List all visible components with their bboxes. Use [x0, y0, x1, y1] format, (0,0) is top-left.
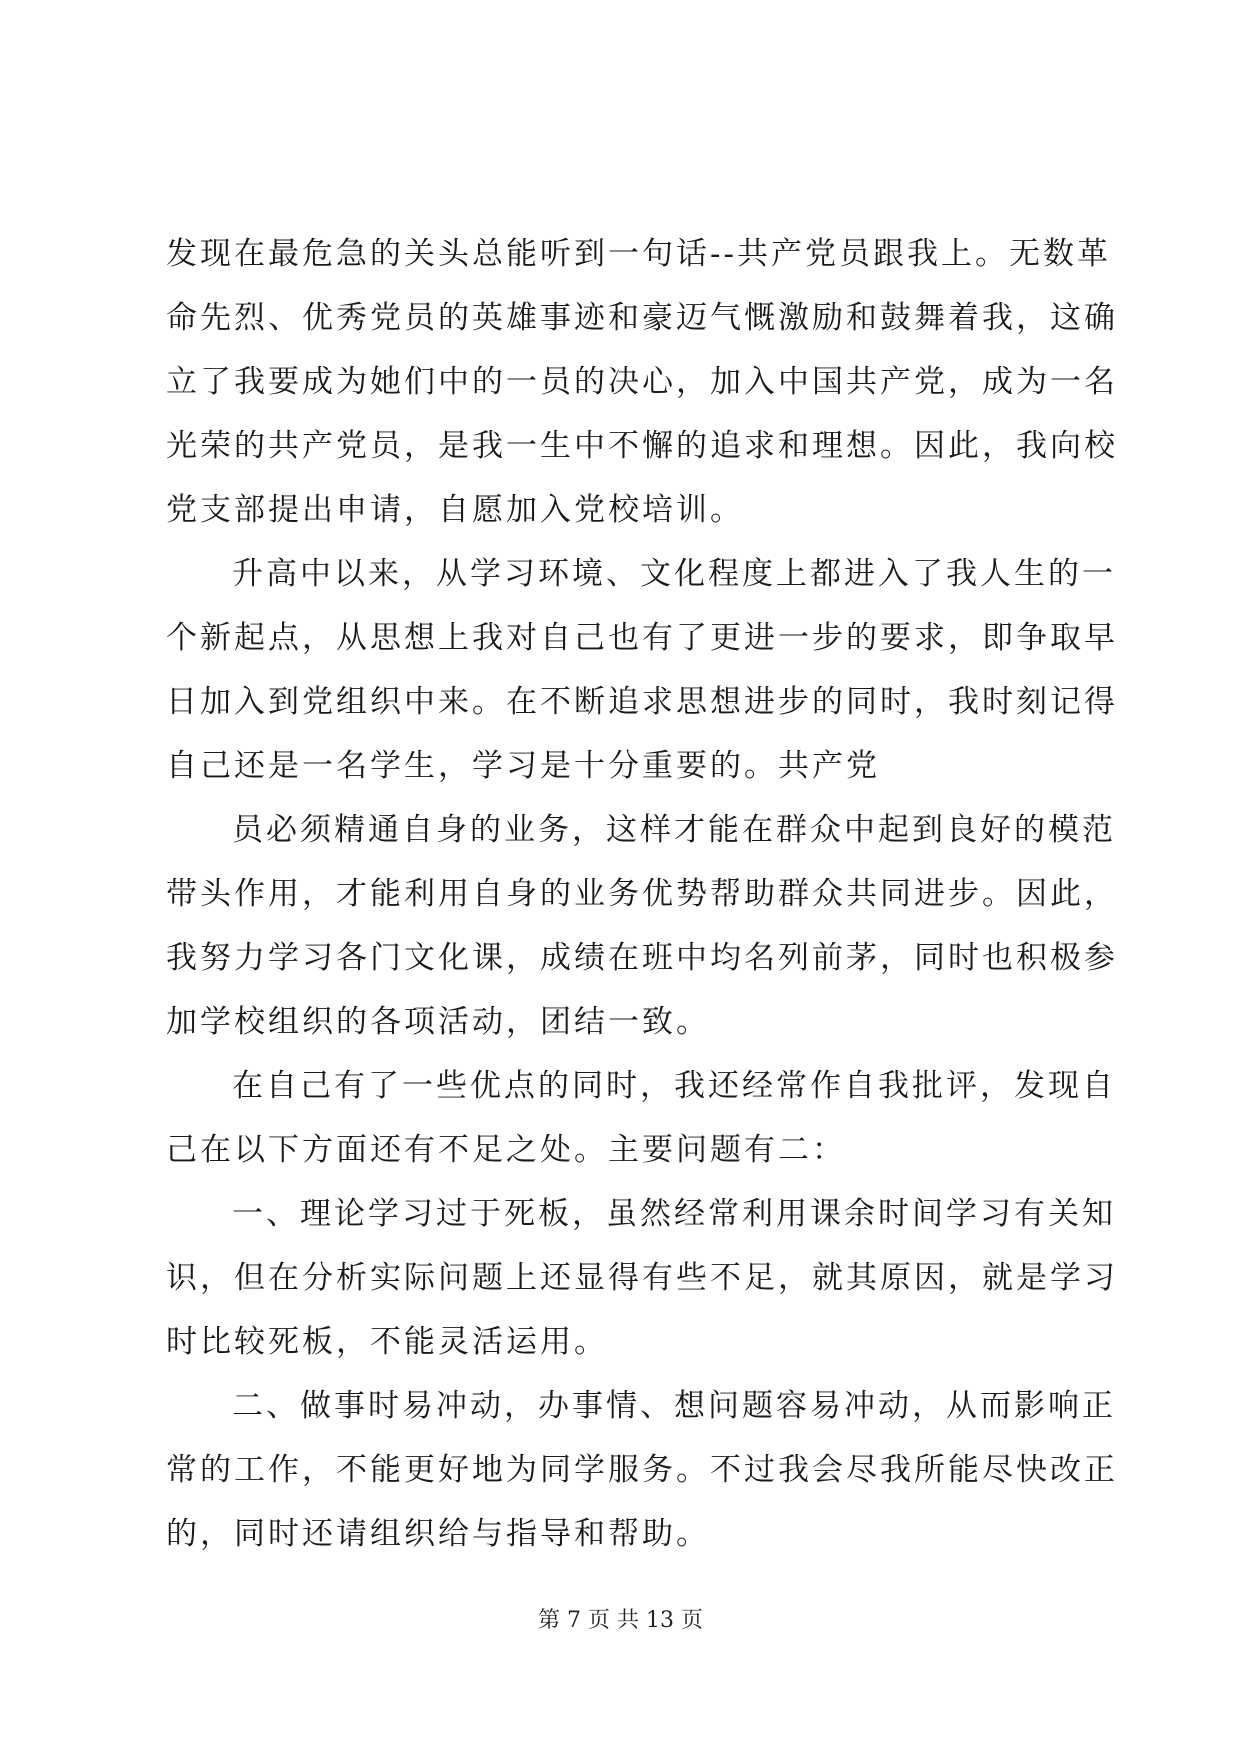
paragraph-start-line: 在自己有了一些优点的同时，我还经常作自我批评，发现自 — [232, 1068, 1116, 1104]
text-line: 发现在最危急的关头总能听到一句话--共产党员跟我上。无数革 — [166, 236, 1111, 272]
text-line: 带头作用，才能利用自身的业务优势帮助群众共同进步。因此， — [166, 876, 1118, 912]
page-number-footer: 第 7 页 共 13 页 — [538, 1608, 703, 1633]
paragraph-start-line: 升高中以来，从学习环境、文化程度上都进入了我人生的一 — [232, 556, 1116, 592]
text-line: 自己还是一名学生，学习是十分重要的。共产党 — [166, 748, 880, 784]
text-line: 加学校组织的各项活动，团结一致。 — [166, 1004, 710, 1040]
text-line: 个新起点，从思想上我对自己也有了更进一步的要求，即争取早 — [166, 620, 1118, 656]
paragraph-start-line: 员必须精通自身的业务，这样才能在群众中起到良好的模范 — [232, 812, 1116, 848]
text-line: 我努力学习各门文化课，成绩在班中均名列前茅，同时也积极参 — [166, 940, 1118, 976]
paragraph-start-line: 一、理论学习过于死板，虽然经常利用课余时间学习有关知 — [232, 1196, 1116, 1232]
text-line: 常的工作，不能更好地为同学服务。不过我会尽我所能尽快改正 — [166, 1452, 1118, 1488]
document-body — [166, 222, 1118, 1566]
text-line: 立了我要成为她们中的一员的决心，加入中国共产党，成为一名 — [166, 364, 1118, 400]
text-line: 日加入到党组织中来。在不断追求思想进步的同时，我时刻记得 — [166, 684, 1118, 720]
text-line: 党支部提出申请，自愿加入党校培训。 — [166, 492, 744, 528]
text-line: 识，但在分析实际问题上还显得有些不足，就其原因，就是学习 — [166, 1260, 1118, 1296]
paragraph-start-line: 二、做事时易冲动，办事情、想问题容易冲动，从而影响正 — [232, 1388, 1116, 1424]
text-line: 时比较死板，不能灵活运用。 — [166, 1324, 608, 1360]
text-line: 命先烈、优秀党员的英雄事迹和豪迈气慨激励和鼓舞着我，这确 — [166, 300, 1118, 336]
text-line: 光荣的共产党员，是我一生中不懈的追求和理想。因此，我向校 — [166, 428, 1118, 464]
text-line: 的，同时还请组织给与指导和帮助。 — [166, 1516, 710, 1552]
text-line: 己在以下方面还有不足之处。主要问题有二： — [166, 1132, 846, 1168]
